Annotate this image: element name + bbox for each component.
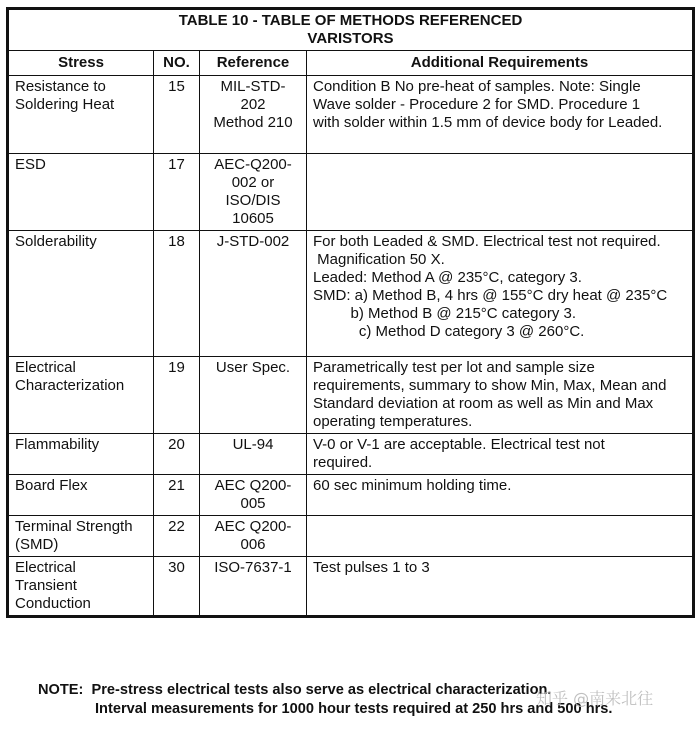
stress-line: Soldering Heat (15, 96, 115, 113)
stress-line: (SMD) (15, 536, 59, 553)
requirements-line: c) Method D category 3 @ 260°C. (313, 323, 585, 340)
requirements-line: Test pulses 1 to 3 (313, 559, 430, 576)
reference-line: 006 (240, 536, 266, 553)
number-cell: 19 (154, 357, 200, 434)
reference-cell (200, 516, 307, 557)
column-header-requirements: Additional Requirements (307, 51, 694, 76)
table-row (8, 76, 694, 154)
requirements-line: requirements, summary to show Min, Max, Mean and (313, 377, 667, 394)
requirements-line: Magnification 50 X. (313, 251, 445, 268)
number-cell: 30 (154, 557, 200, 617)
number-cell: 22 (154, 516, 200, 557)
table-title-line2: VARISTORS (307, 30, 394, 47)
reference-cell (200, 76, 307, 154)
reference-line: J-STD-002 (216, 233, 290, 250)
reference-line: AEC-Q200- (214, 156, 292, 173)
stress-cell (8, 557, 154, 617)
reference-line: User Spec. (215, 359, 291, 376)
stress-cell (8, 154, 154, 231)
column-header-row (8, 51, 694, 76)
reference-cell (200, 357, 307, 434)
table-row (8, 557, 694, 617)
requirements-cell (307, 76, 694, 154)
table-row (8, 434, 694, 475)
stress-cell (8, 434, 154, 475)
column-header-stress: Stress (8, 51, 154, 76)
table-row (8, 516, 694, 557)
stress-cell (8, 357, 154, 434)
stress-line: Resistance to (15, 78, 106, 95)
requirements-line: required. (313, 454, 373, 471)
requirements-cell (307, 357, 694, 434)
stress-cell (8, 76, 154, 154)
requirements-line: Leaded: Method A @ 235°C, category 3. (313, 269, 582, 286)
stress-line: Electrical (15, 559, 76, 576)
reference-line: Method 210 (213, 114, 293, 131)
requirements-line: operating temperatures. (313, 413, 473, 430)
reference-line: AEC Q200- (214, 518, 292, 535)
column-header-no: NO. (154, 51, 200, 76)
stress-cell (8, 231, 154, 357)
requirements-line: 60 sec minimum holding time. (313, 477, 512, 494)
requirements-line: For both Leaded & SMD. Electrical test not required. (313, 233, 661, 250)
reference-cell (200, 557, 307, 617)
number-cell: 17 (154, 154, 200, 231)
reference-cell (200, 154, 307, 231)
stress-line: Conduction (15, 595, 91, 612)
requirements-line: Condition B No pre-heat of samples. Note: Single (313, 78, 641, 95)
requirements-cell (307, 557, 694, 617)
stress-line: Electrical (15, 359, 76, 376)
reference-line: 002 or (231, 174, 275, 191)
stress-line: Transient (15, 577, 77, 594)
footnote-line2: Interval measurements for 1000 hour tests required at 250 hrs and 500 hrs. (95, 701, 613, 717)
reference-line: MIL-STD- (220, 78, 286, 95)
footnote (38, 681, 612, 719)
column-header-reference: Reference (200, 51, 307, 76)
requirements-cell (307, 154, 694, 231)
reference-line: 005 (240, 495, 266, 512)
number-cell: 15 (154, 76, 200, 154)
number-cell: 18 (154, 231, 200, 357)
methods-table (6, 7, 695, 618)
stress-line: Board Flex (15, 477, 88, 494)
reference-line: 202 (240, 96, 266, 113)
reference-line: 10605 (232, 210, 274, 227)
number-cell: 20 (154, 434, 200, 475)
reference-line: UL-94 (232, 436, 274, 453)
requirements-line: SMD: a) Method B, 4 hrs @ 155°C dry heat @ 235°C (313, 287, 668, 304)
stress-cell (8, 475, 154, 516)
requirements-cell (307, 231, 694, 357)
requirements-line: with solder within 1.5 mm of device body for Leaded. (313, 114, 663, 131)
footnote-line1: NOTE: Pre-stress electrical tests also serve as electrical characterization. (38, 682, 552, 698)
requirements-cell (307, 475, 694, 516)
reference-line: AEC Q200- (214, 477, 292, 494)
document-page (6, 7, 692, 618)
reference-cell (200, 475, 307, 516)
table-row (8, 475, 694, 516)
stress-line: ESD (15, 156, 46, 173)
reference-cell (200, 434, 307, 475)
requirements-cell (307, 516, 694, 557)
table-row (8, 154, 694, 231)
stress-line: Terminal Strength (15, 518, 133, 535)
stress-line: Characterization (15, 377, 125, 394)
requirements-line: b) Method B @ 215°C category 3. (313, 305, 577, 322)
reference-line: ISO-7637-1 (214, 559, 292, 576)
watermark: 知乎 @南来北往 (536, 689, 654, 708)
requirements-line: V-0 or V-1 are acceptable. Electrical test not (313, 436, 605, 453)
reference-line: ISO/DIS (225, 192, 281, 209)
table-title (8, 9, 694, 51)
requirements-line: Standard deviation at room as well as Min and Max (313, 395, 654, 412)
reference-cell (200, 231, 307, 357)
requirements-line: Parametrically test per lot and sample size (313, 359, 595, 376)
table-title-line1: TABLE 10 - TABLE OF METHODS REFERENCED (178, 12, 523, 29)
stress-cell (8, 516, 154, 557)
stress-line: Flammability (15, 436, 100, 453)
requirements-line: Wave solder - Procedure 2 for SMD. Procedure 1 (313, 96, 641, 113)
requirements-cell (307, 434, 694, 475)
number-cell: 21 (154, 475, 200, 516)
table-row (8, 357, 694, 434)
stress-line: Solderability (15, 233, 97, 250)
table-row (8, 231, 694, 357)
